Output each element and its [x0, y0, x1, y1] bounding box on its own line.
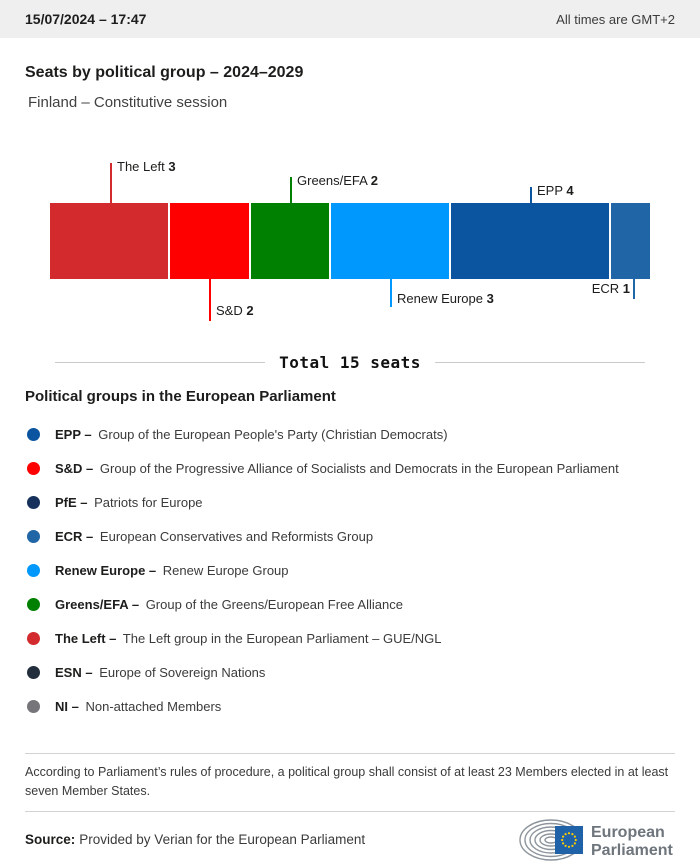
legend-abbr: PfE – [55, 494, 88, 510]
total-seats-divider [25, 353, 675, 372]
legend-row-epp [25, 417, 675, 451]
bottom-row [25, 816, 675, 864]
pfe-color-dot-icon [27, 496, 40, 509]
timezone-note: All times are GMT+2 [556, 11, 675, 27]
ep-logo-graphic [515, 816, 675, 864]
legend-abbr: ESN – [55, 664, 93, 680]
source-line [25, 832, 365, 847]
bar-segment-renew-europe [331, 203, 449, 279]
legend-abbr: NI – [55, 698, 79, 714]
logo-text-line2: Parliament [591, 841, 673, 859]
snd-color-dot-icon [27, 462, 40, 475]
bar-segment-greens-efa [251, 203, 330, 279]
stacked-seat-bar [50, 203, 650, 279]
legend-abbr: Renew Europe – [55, 562, 157, 578]
legend-row-snd [25, 451, 675, 485]
legend-row-ni [25, 689, 675, 723]
bar-segment-snd [170, 203, 249, 279]
legend-desc: Group of the European People's Party (Christian Democrats) [98, 426, 448, 442]
seats-bar-chart [25, 143, 675, 343]
legend-row-esn [25, 655, 675, 689]
source-text: Provided by Verian for the European Parliament [79, 832, 366, 848]
callout-line-snd [209, 279, 211, 321]
the-left-color-dot-icon [27, 632, 40, 645]
epp-color-dot-icon [27, 428, 40, 441]
greens-color-dot-icon [27, 598, 40, 611]
total-seats-label: Total 15 seats [279, 353, 421, 372]
bar-segment-the-left [50, 203, 168, 279]
page-subtitle: Finland – Constitutive session [28, 94, 228, 111]
eu-flag-icon [555, 826, 583, 854]
legend-abbr: S&D – [55, 460, 94, 476]
callout-line-renew-europe [390, 279, 392, 307]
legend-row-the-left [25, 621, 675, 655]
callout-line-ecr [633, 279, 635, 299]
legend-desc: Patriots for Europe [94, 494, 203, 510]
legend-desc: The Left group in the European Parliament – GUE/NGL [122, 630, 442, 646]
legend-row-renew [25, 553, 675, 587]
callout-line-epp [530, 187, 532, 203]
ecr-color-dot-icon [27, 530, 40, 543]
bar-segment-epp [451, 203, 608, 279]
legend-row-pfe [25, 485, 675, 519]
legend-heading: Political groups in the European Parliament [25, 388, 336, 405]
legend-abbr: Greens/EFA – [55, 596, 140, 612]
callout-label-ecr: ECR 1 [591, 281, 630, 296]
callout-label-renew-europe: Renew Europe 3 [397, 291, 494, 306]
logo-text-line1: European [591, 823, 665, 841]
divider-rule-right [435, 362, 645, 363]
legend-desc: Non-attached Members [85, 698, 222, 714]
divider-rule-left [55, 362, 265, 363]
legend-row-ecr [25, 519, 675, 553]
bar-segment-ecr [611, 203, 650, 279]
legend-desc: Renew Europe Group [162, 562, 289, 578]
renew-color-dot-icon [27, 564, 40, 577]
callout-label-the-left: The Left 3 [117, 159, 176, 174]
header-bar [0, 0, 700, 38]
european-parliament-logo [515, 816, 675, 864]
legend-list [25, 417, 675, 723]
esn-color-dot-icon [27, 666, 40, 679]
legend-abbr: EPP – [55, 426, 92, 442]
footnote: According to Parliament’s rules of procedure, a political group shall consist of at least 23 Members elected in at least seven Member States. [25, 753, 675, 812]
legend-desc: European Conservatives and Reformists Group [99, 528, 374, 544]
legend-desc: Group of the Greens/European Free Alliance [145, 596, 403, 612]
legend-desc: Europe of Sovereign Nations [99, 664, 266, 680]
callout-label-greens-efa: Greens/EFA 2 [297, 173, 378, 188]
legend-desc: Group of the Progressive Alliance of Socialists and Democrats in the European Parliament [99, 460, 619, 476]
callout-label-snd: S&D 2 [216, 303, 254, 318]
legend-abbr: The Left – [55, 630, 117, 646]
main-content [0, 64, 700, 864]
ni-color-dot-icon [27, 700, 40, 713]
datetime-label: 15/07/2024 – 17:47 [25, 11, 147, 27]
callout-label-epp: EPP 4 [537, 183, 574, 198]
page-title: Seats by political group – 2024–2029 [25, 64, 304, 81]
callout-line-greens-efa [290, 177, 292, 203]
source-label: Source: [25, 832, 76, 848]
callout-line-the-left [110, 163, 112, 203]
logo-wordmark [591, 824, 673, 859]
legend-abbr: ECR – [55, 528, 94, 544]
legend-row-greens [25, 587, 675, 621]
